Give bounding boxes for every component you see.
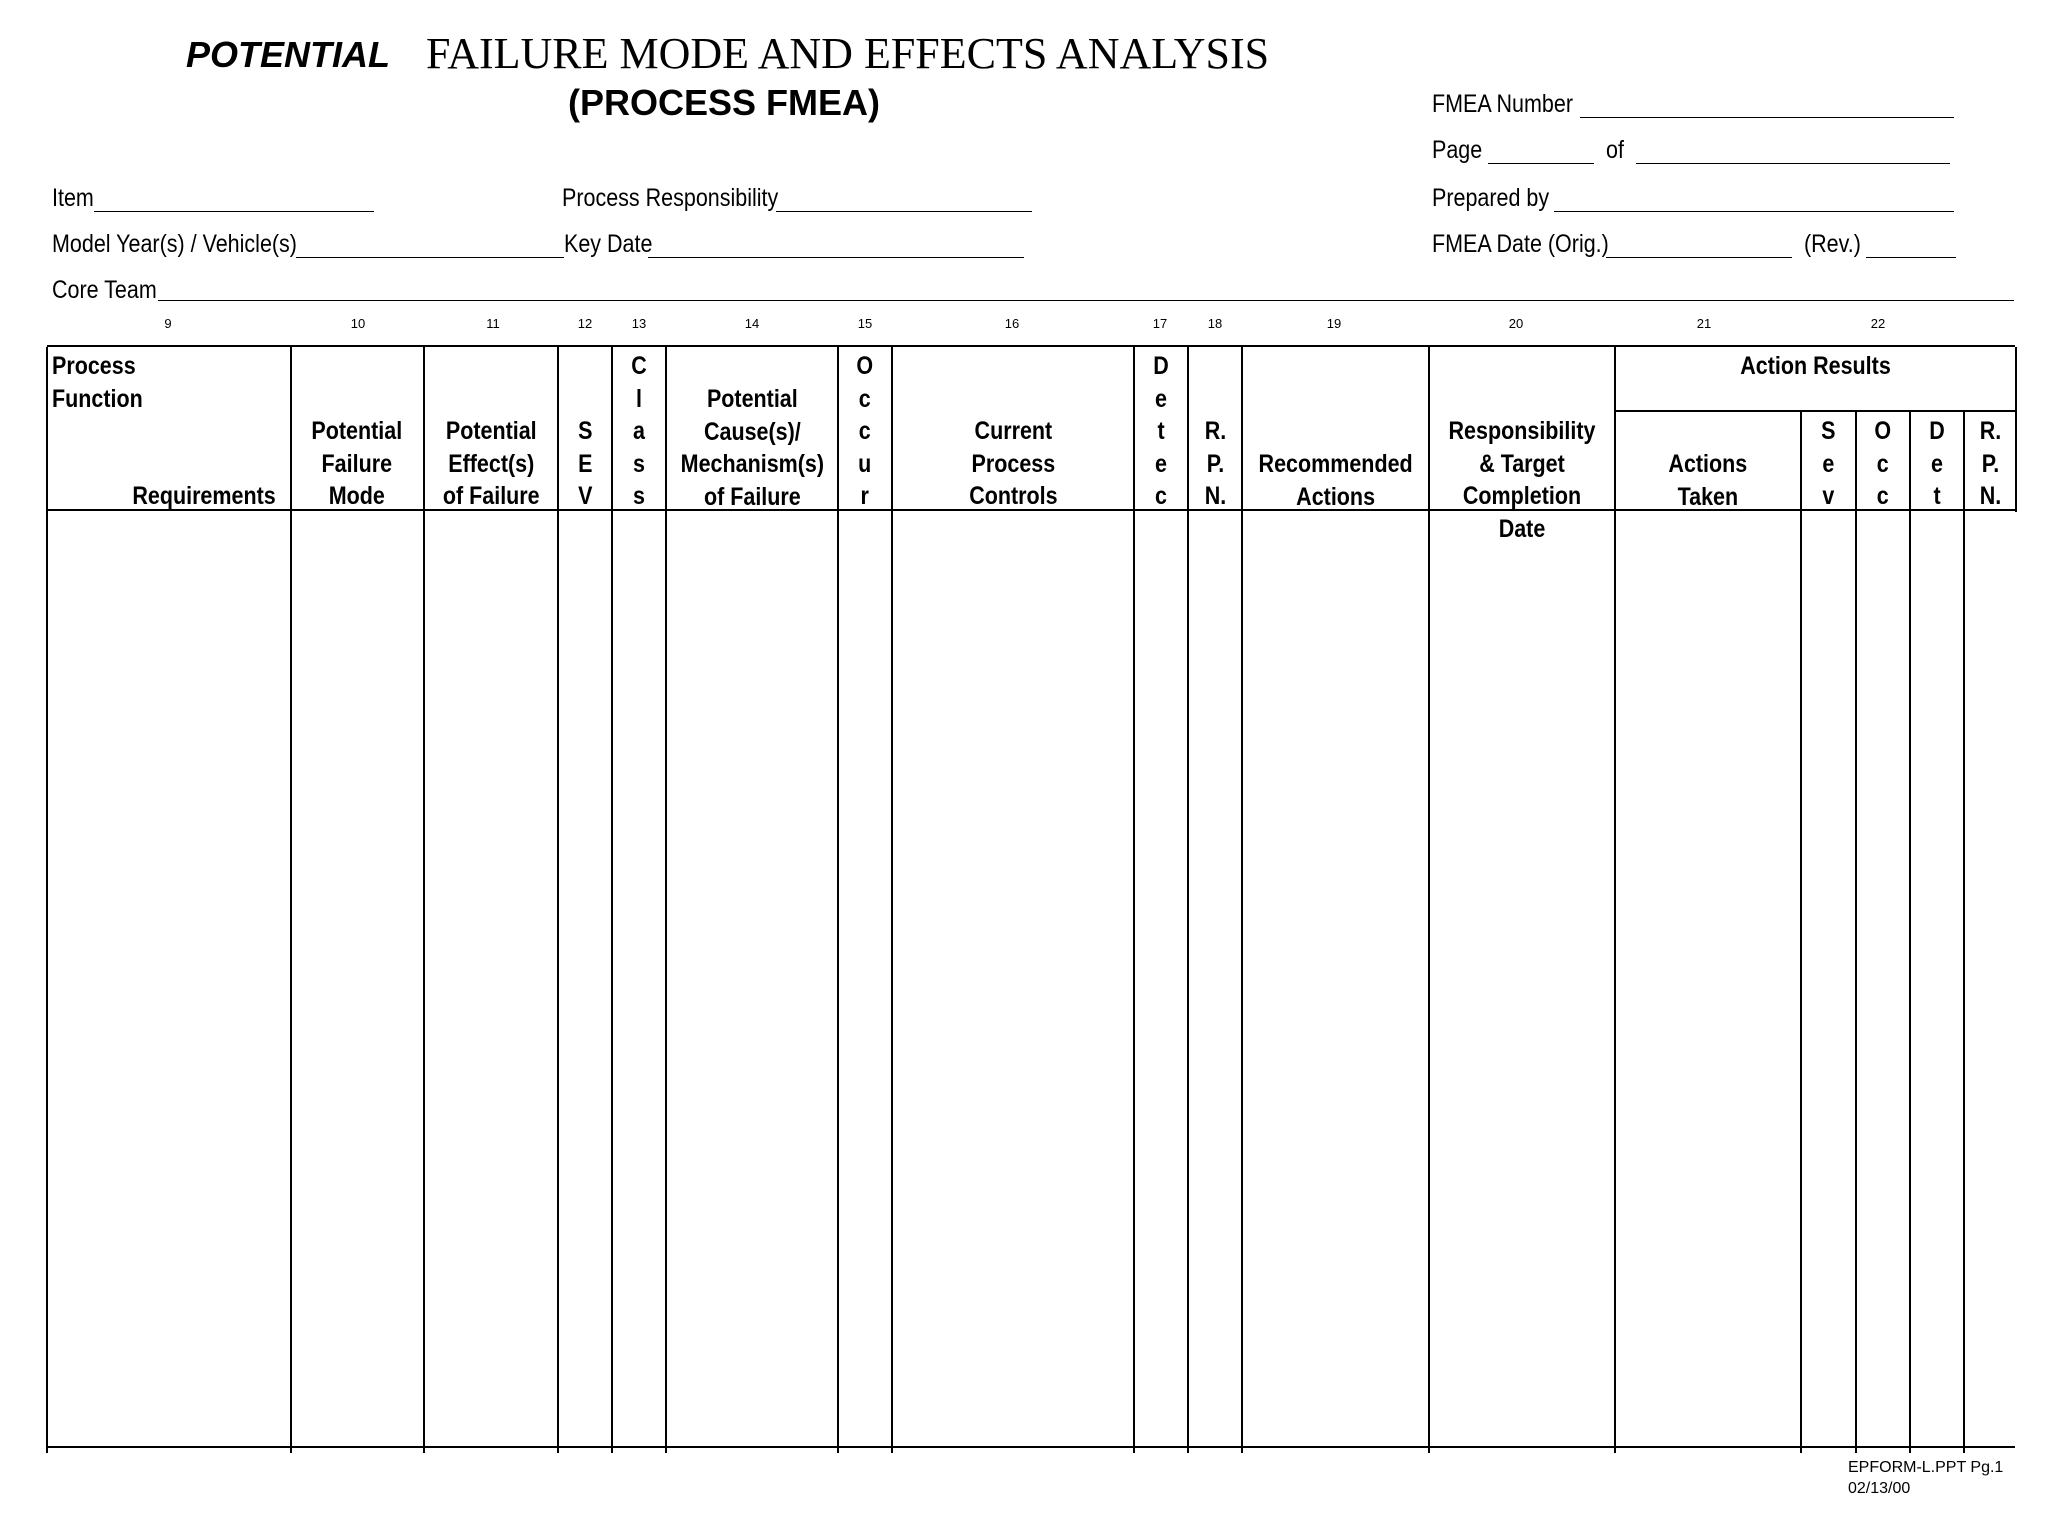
column-divider	[1133, 347, 1135, 1453]
process-responsibility-field[interactable]	[776, 211, 1032, 212]
header-result-det: D e t	[1929, 417, 1945, 510]
rev-field[interactable]	[1866, 257, 1956, 258]
process-responsibility-label: Process Responsibility	[562, 184, 779, 212]
column-number: 19	[1326, 316, 1342, 331]
header-detec: D e t e c	[1153, 352, 1169, 510]
model-years-field[interactable]	[296, 257, 564, 258]
footer-document-id: EPFORM-L.PPT Pg.1	[1848, 1459, 2004, 1476]
column-number: 14	[744, 316, 760, 331]
column-number: 11	[486, 316, 500, 331]
footer-date: 02/13/00	[1848, 1480, 1911, 1497]
column-number: 22	[1870, 316, 1886, 331]
key-date-field[interactable]	[648, 257, 1024, 258]
header-recommended-actions: Recommended Actions	[1258, 450, 1414, 511]
title-sub: (PROCESS FMEA)	[568, 82, 881, 123]
column-divider	[1963, 412, 1965, 1453]
column-divider	[891, 347, 893, 1453]
column-number: 13	[631, 316, 647, 331]
column-number: 17	[1152, 316, 1168, 331]
column-number: 20	[1508, 316, 1524, 331]
page-label: Page	[1432, 136, 1483, 164]
header-causes: Potential Cause(s)/ Mechanism(s) of Failure	[680, 385, 824, 511]
header-sev: S E V	[577, 417, 593, 510]
column-number: 21	[1696, 316, 1712, 331]
header-controls: Current Process Controls	[968, 417, 1058, 510]
header-rpn: R. P. N.	[1204, 417, 1226, 510]
column-divider	[1187, 347, 1189, 1453]
column-number: 15	[857, 316, 873, 331]
header-effects: Potential Effect(s) of Failure	[442, 417, 540, 510]
fmea-date-orig-label: FMEA Date (Orig.)	[1432, 230, 1609, 258]
of-label: of	[1606, 136, 1624, 164]
title-main: FAILURE MODE AND EFFECTS ANALYSIS	[426, 29, 1270, 78]
header-process-function: Process Function	[52, 352, 143, 413]
fmea-number-label: FMEA Number	[1432, 90, 1573, 118]
header-responsibility: Responsibility & Target Completion Date	[1448, 417, 1596, 543]
item-field[interactable]	[94, 211, 374, 212]
header-action-results: Action Results	[1740, 352, 1891, 380]
column-divider	[1800, 412, 1802, 1453]
action-results-divider	[1614, 410, 2015, 412]
header-result-occ: O c c	[1874, 417, 1892, 510]
column-number: 12	[577, 316, 593, 331]
fmea-date-orig-field[interactable]	[1606, 257, 1792, 258]
column-number: 9	[164, 316, 172, 331]
prepared-by-label: Prepared by	[1432, 184, 1550, 212]
core-team-field[interactable]	[158, 300, 2014, 301]
header-requirements: Requirements	[132, 482, 276, 510]
column-divider	[557, 347, 559, 1453]
header-failure-mode: Potential Failure Mode	[311, 417, 403, 510]
column-divider	[611, 347, 613, 1453]
key-date-label: Key Date	[564, 230, 653, 258]
rev-label: (Rev.)	[1804, 230, 1861, 258]
column-divider	[46, 347, 48, 1453]
header-result-sev: S e v	[1821, 417, 1836, 510]
fmea-number-field[interactable]	[1580, 117, 1954, 118]
table-top-border	[47, 345, 2015, 347]
item-label: Item	[52, 184, 94, 212]
column-divider	[423, 347, 425, 1453]
header-occur: O c c u r	[856, 352, 874, 510]
column-number: 18	[1207, 316, 1223, 331]
column-divider	[290, 347, 292, 1453]
page-of-field[interactable]	[1636, 163, 1950, 164]
table-bottom-border	[47, 1446, 2015, 1448]
prepared-by-field[interactable]	[1554, 211, 1954, 212]
header-actions-taken: Actions Taken	[1668, 450, 1748, 511]
column-divider	[1855, 412, 1857, 1453]
column-divider	[837, 347, 839, 1453]
core-team-label: Core Team	[52, 276, 157, 304]
page-field[interactable]	[1488, 163, 1594, 164]
table-right-border	[2015, 347, 2017, 512]
column-number: 10	[350, 316, 366, 331]
model-years-label: Model Year(s) / Vehicle(s)	[52, 230, 297, 258]
title-potential: POTENTIAL	[186, 34, 390, 75]
column-divider	[1909, 412, 1911, 1453]
header-class: C l a s s	[631, 352, 647, 510]
header-result-rpn: R. P. N.	[1979, 417, 2001, 510]
column-number: 16	[1004, 316, 1020, 331]
